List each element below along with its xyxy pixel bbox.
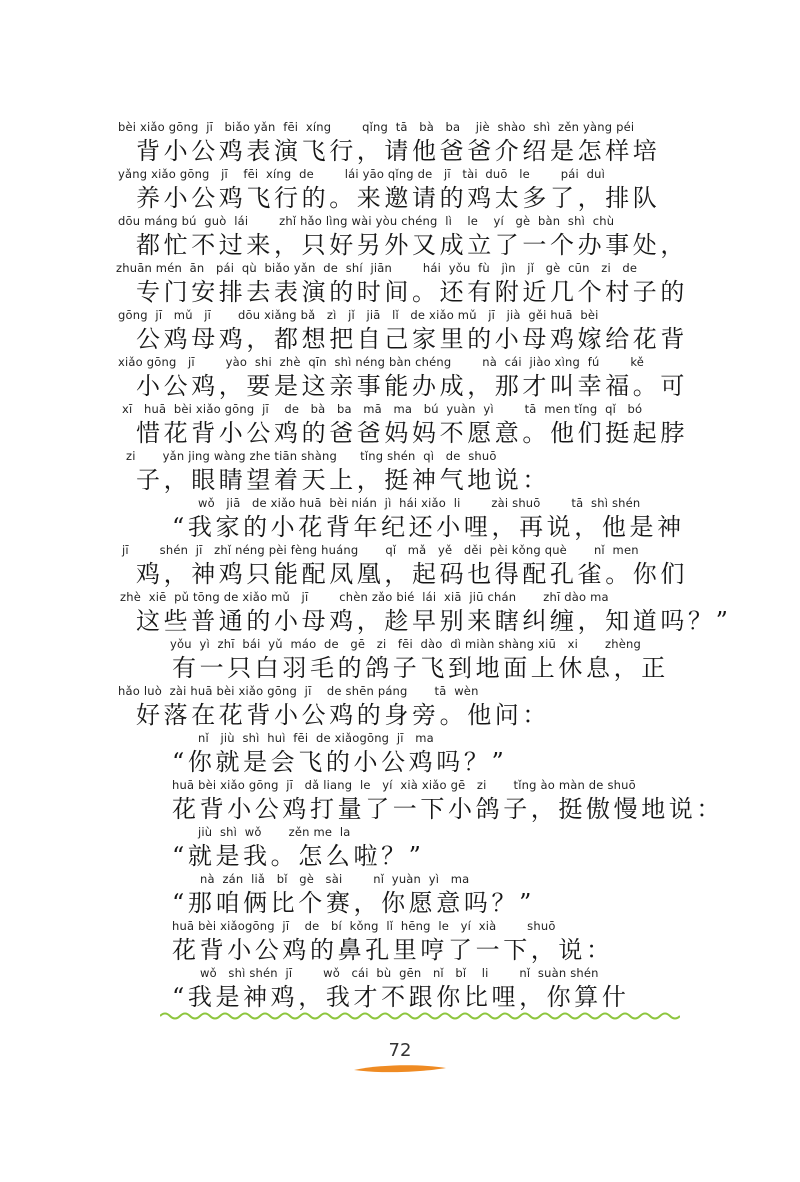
hanzi-line: 子，眼睛望着天上，挺神气地说：	[136, 466, 550, 494]
text-line-16	[0, 825, 800, 873]
pinyin-line: zhè xiē pǔ tōng de xiǎo mǔ jī chèn zǎo bié lái xiā jiū chán zhī dào ma	[120, 590, 609, 604]
text-line-14	[0, 731, 800, 779]
text-line-13	[0, 684, 800, 732]
hanzi-line: “那咱俩比个赛，你愿意吗？”	[172, 889, 535, 917]
hanzi-line: 花背小公鸡打量了一下小鸽子，挺傲慢地说：	[172, 795, 724, 823]
text-line-5	[0, 308, 800, 356]
pinyin-line: yǎng xiǎo gōng jī fēi xíng de lái yāo qǐng de jī tài duō le pái duì	[118, 167, 605, 181]
pinyin-line: nà zán liǎ bǐ gè sài nǐ yuàn yì ma	[200, 872, 470, 886]
pinyin-line: huā bèi xiǎogōng jī de bí kǒng lǐ hēng le yí xià shuō	[172, 919, 556, 933]
text-line-9	[0, 496, 800, 544]
hanzi-line: “就是我。怎么啦？”	[172, 842, 425, 870]
text-line-15	[0, 778, 800, 826]
pinyin-line: zhuān mén ān pái qù biǎo yǎn de shí jiān hái yǒu fù jìn jǐ gè cūn zi de	[116, 261, 638, 275]
text-line-19	[0, 966, 800, 1014]
hanzi-line: “我是神鸡，我才不跟你比哩，你算什	[172, 983, 630, 1011]
wavy-divider	[160, 1010, 680, 1022]
text-line-10	[0, 543, 800, 591]
hanzi-line: 背小公鸡表演飞行，请他爸爸介绍是怎样培	[136, 137, 661, 165]
text-line-6	[0, 355, 800, 403]
pinyin-line: nǐ jiù shì huì fēi de xiǎogōng jī ma	[198, 731, 434, 745]
text-line-3	[0, 214, 800, 262]
pinyin-line: jī shén jī zhǐ néng pèi fèng huáng qǐ mǎ yě děi pèi kǒng què nǐ men	[122, 543, 639, 557]
hanzi-line: 惜花背小公鸡的爸爸妈妈不愿意。他们挺起脖	[136, 419, 688, 447]
pinyin-line: wǒ jiā de xiǎo huā bèi nián jì hái xiǎo li zài shuō tā shì shén	[198, 496, 641, 510]
hanzi-line: 有一只白羽毛的鸽子飞到地面上休息，正	[172, 654, 669, 682]
text-line-8	[0, 449, 800, 497]
hanzi-line: “我家的小花背年纪还小哩，再说，他是神	[172, 513, 685, 541]
pinyin-line: xiǎo gōng jī yào shi zhè qīn shì néng bàn chéng nà cái jiào xìng fú kě	[118, 355, 645, 369]
pinyin-line: jiù shì wǒ zěn me la	[198, 825, 351, 839]
hanzi-line: 小公鸡，要是这亲事能办成，那才叫幸福。可	[136, 372, 688, 400]
hanzi-line: 专门安排去表演的时间。还有附近几个村子的	[136, 278, 688, 306]
pinyin-line: dōu máng bú guò lái zhǐ hǎo lìng wài yòu chéng lì le yí gè bàn shì chù	[118, 214, 615, 228]
pinyin-line: xī huā bèi xiǎo gōng jī de bà ba mā ma bú yuàn yì tā men tǐng qǐ bó	[122, 402, 643, 416]
pinyin-line: hǎo luò zài huā bèi xiǎo gōng jī de shēn páng tā wèn	[118, 684, 479, 698]
pinyin-line: huā bèi xiǎo gōng jī dǎ liang le yí xià xiǎo gē zi tǐng ào màn de shuō	[172, 778, 636, 792]
hanzi-line: “你就是会飞的小公鸡吗？”	[172, 748, 508, 776]
pinyin-line: gōng jī mǔ jī dōu xiǎng bǎ zì jǐ jiā lǐ de xiǎo mǔ jī jià gěi huā bèi	[118, 308, 599, 322]
text-line-17	[0, 872, 800, 920]
text-line-18	[0, 919, 800, 967]
text-line-4	[0, 261, 800, 309]
pinyin-line: zi yǎn jing wàng zhe tiān shàng tǐng shén qì de shuō	[126, 449, 497, 463]
text-line-2	[0, 167, 800, 215]
text-line-12	[0, 637, 800, 685]
hanzi-line: 都忙不过来，只好另外又成立了一个办事处，	[136, 231, 688, 259]
text-line-7	[0, 402, 800, 450]
page-number: 72	[388, 1040, 412, 1061]
page-number-swoosh	[352, 1062, 448, 1076]
pinyin-line: yǒu yì zhī bái yǔ máo de gē zi fēi dào dì miàn shàng xiū xi zhèng	[170, 637, 641, 651]
hanzi-line: 公鸡母鸡，都想把自己家里的小母鸡嫁给花背	[136, 325, 688, 353]
text-line-11	[0, 590, 800, 638]
hanzi-line: 养小公鸡飞行的。来邀请的鸡太多了，排队	[136, 184, 661, 212]
pinyin-line: wǒ shì shén jī wǒ cái bù gēn nǐ bǐ li nǐ suàn shén	[200, 966, 599, 980]
text-line-1	[0, 120, 800, 168]
hanzi-line: 花背小公鸡的鼻孔里哼了一下，说：	[172, 936, 614, 964]
hanzi-line: 好落在花背小公鸡的身旁。他问：	[136, 701, 550, 729]
hanzi-line: 这些普通的小母鸡，趁早别来瞎纠缠，知道吗？”	[136, 607, 732, 635]
pinyin-line: bèi xiǎo gōng jī biǎo yǎn fēi xíng qǐng tā bà ba jiè shào shì zěn yàng péi	[118, 120, 635, 134]
hanzi-line: 鸡，神鸡只能配凤凰，起码也得配孔雀。你们	[136, 560, 688, 588]
